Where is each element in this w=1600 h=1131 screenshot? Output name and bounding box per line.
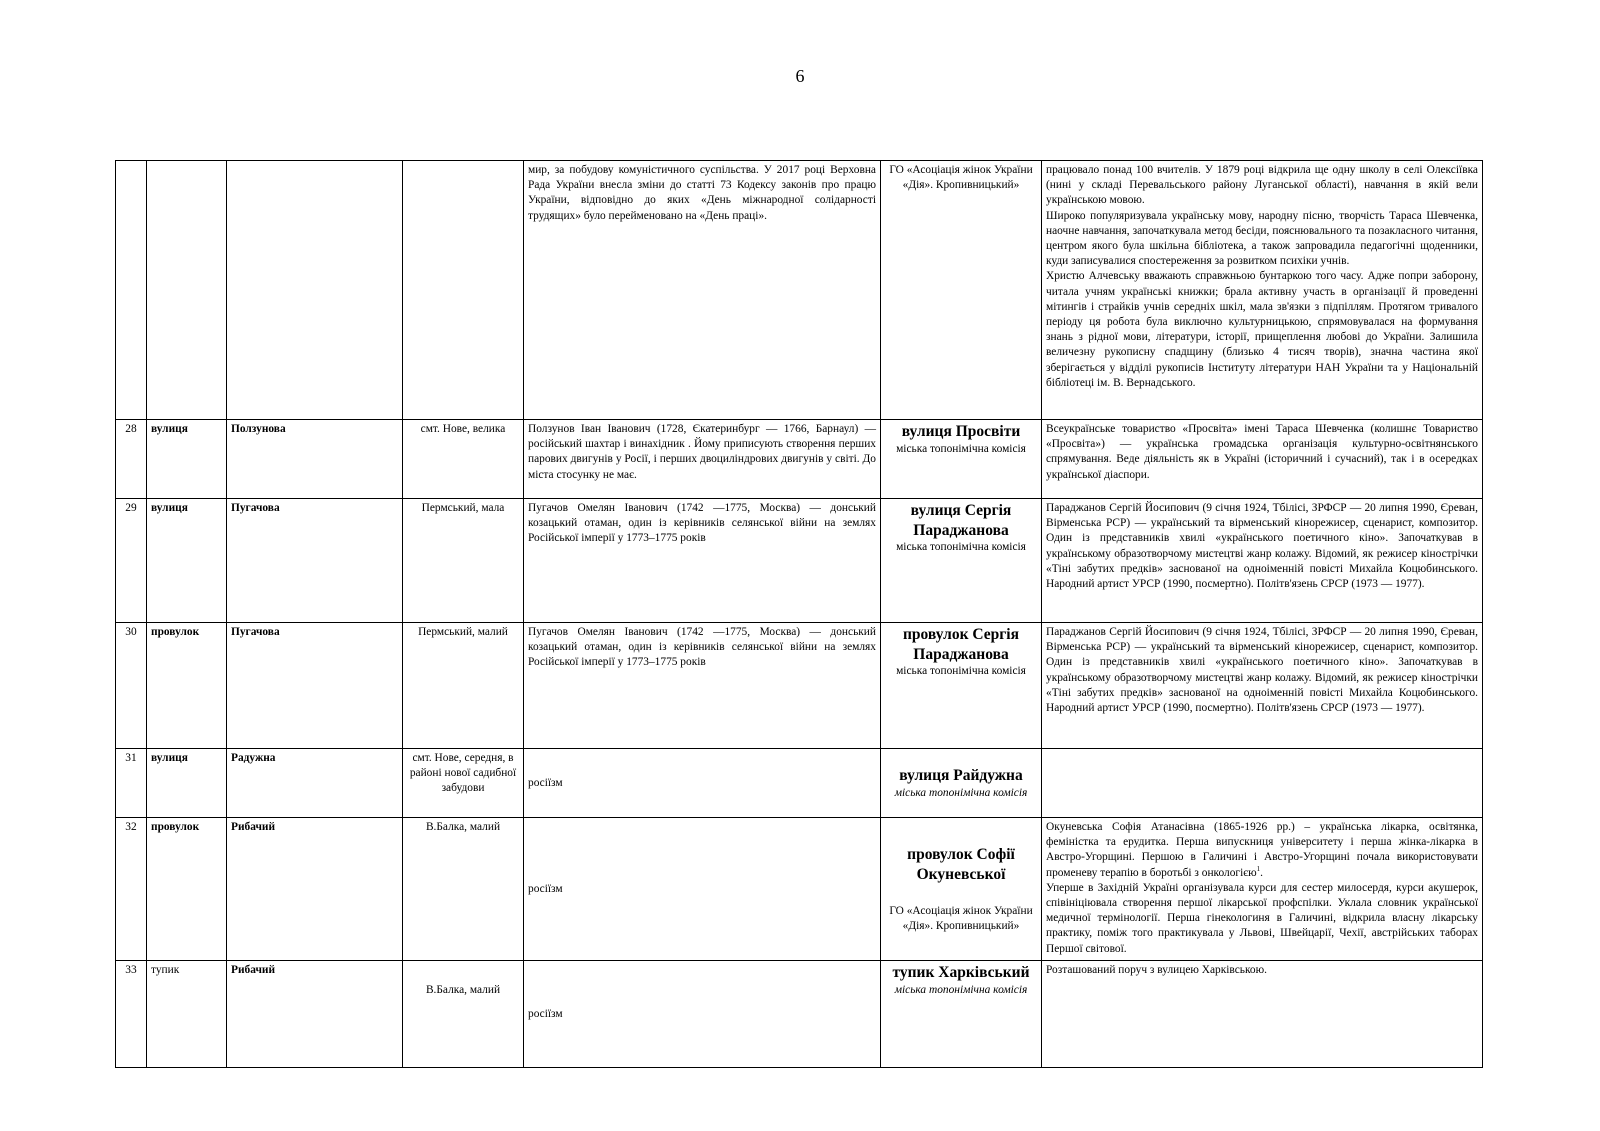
row-number <box>116 161 147 420</box>
new-name-description <box>1042 161 1483 420</box>
table-row <box>116 420 1483 499</box>
old-street-name: Рибачий <box>227 818 403 961</box>
table-row <box>116 818 1483 961</box>
row-number: 32 <box>116 818 147 961</box>
new-street-name: вулиця Просвіти <box>901 423 1021 440</box>
new-name-cell <box>881 161 1042 420</box>
proposer: ГО «Асоціація жінок України «Дія». Кропивницький» <box>889 905 1033 932</box>
new-name-description <box>1042 623 1483 749</box>
old-street-name: Пугачова <box>227 623 403 749</box>
table-row <box>116 623 1483 749</box>
proposer: міська топонімічна комісія <box>894 786 1028 799</box>
proposer: ГО «Асоціація жінок України «Дія». Кропивницький» <box>889 164 1033 191</box>
spacer <box>885 884 1037 904</box>
object-type: вулиця <box>147 499 227 623</box>
object-type: тупик <box>147 961 227 1068</box>
new-name-cell <box>881 499 1042 623</box>
description-paragraph: Широко популяризувала українську мову, народну пісню, творчість Тараса Шевченка, наочне навчання, започаткувала метод бесіди, пояснювального та позакласного читання, центром якого була шкільна бібліотека, а також запровадила педагогічні щоденники, куди записувалися спостереження за розвитком психіки учнів. <box>1046 209 1478 268</box>
new-street-name: провулок Софії Окуневської <box>907 846 1015 883</box>
old-street-name <box>227 161 403 420</box>
table-row <box>116 499 1483 623</box>
description-paragraph: Розташований поруч з вулицею Харківською. <box>1046 964 1267 976</box>
row-number: 30 <box>116 623 147 749</box>
new-street-name: вулиця Райдужна <box>899 767 1023 785</box>
object-type: провулок <box>147 623 227 749</box>
street-location: В.Балка, малий <box>403 961 524 1068</box>
table-row <box>116 961 1483 1068</box>
proposer: міська топонімічна комісія <box>894 983 1028 996</box>
old-name-description: Ползунов Іван Іванович (1728, Єкатеринбург — 1766, Барнаул) — російський шахтар і винахідник . Йому приписують створення перших парових двигунів у Росії, і перших двоциліндрових двигунів у світі. До міста стосунку не має. <box>524 420 881 499</box>
old-name-description: мир, за побудову комуністичного суспільства. У 2017 році Верховна Рада України внесла зміни до статті 73 Кодексу законів про працю України, відповідно до яких «День міжнародної солідарності трудящих» було перейменовано на «День праці». <box>524 161 881 420</box>
row-number: 31 <box>116 749 147 818</box>
new-street-name: вулиця Сергія Параджанова <box>910 502 1012 539</box>
object-type: вулиця <box>147 749 227 818</box>
new-name-cell <box>881 420 1042 499</box>
old-street-name: Рибачий <box>227 961 403 1068</box>
old-name-description: росіїзм <box>524 818 881 961</box>
old-name-description: Пугачов Омелян Іванович (1742 —1775, Москва) — донський козацький отаман, один із керівників селянської війни на землях Російської імперії у 1773–1775 років <box>524 623 881 749</box>
new-name-cell <box>881 961 1042 1068</box>
new-name-cell <box>881 623 1042 749</box>
proposer: міська топонімічна комісія <box>896 665 1026 677</box>
street-location: В.Балка, малий <box>403 818 524 961</box>
object-type: вулиця <box>147 420 227 499</box>
description-paragraph: Параджанов Сергій Йосипович (9 січня 1924, Тбілісі, ЗРФСР — 20 липня 1990, Єреван, Вірменська РСР) — український та вірменський кінорежисер, сценарист, композитор. Один із представників хвилі «українського поетичного кіно». Започаткував в українському образотворчому мистецтві жанр колажу. Відомий, як режисер кінострічки «Тіні забутих предків» заснованої на одноіменній повісті Михайла Коцюбинського. Народний артист УРСР (1990, посмертно). Політв'язень СРСР (1973 — 1977). <box>1046 626 1478 715</box>
row-number: 28 <box>116 420 147 499</box>
proposer: міська топонімічна комісія <box>896 541 1026 553</box>
new-name-description <box>1042 420 1483 499</box>
streets-renaming-table <box>115 160 1483 1068</box>
footnote-mark[interactable]: 1 <box>1256 864 1261 873</box>
new-name-cell <box>881 749 1042 818</box>
street-location: Пермський, малий <box>403 623 524 749</box>
new-street-name: провулок Сергія Параджанова <box>903 626 1019 663</box>
page-number: 6 <box>795 66 805 86</box>
old-street-name: Пугачова <box>227 499 403 623</box>
new-name-description <box>1042 961 1483 1068</box>
new-street-name: тупик Харківський <box>892 964 1030 981</box>
new-name-description <box>1042 499 1483 623</box>
new-name-description <box>1042 749 1483 818</box>
table-row <box>116 749 1483 818</box>
old-street-name: Ползунова <box>227 420 403 499</box>
row-number: 33 <box>116 961 147 1068</box>
description-paragraph: працювало понад 100 вчителів. У 1879 році відкрила ще одну школу в селі Олексіївка (нині у складі Перевальського району Луганської області), навчання в якій вели українською мовою. <box>1046 164 1478 207</box>
old-street-name: Радужна <box>227 749 403 818</box>
street-location: смт. Нове, середня, в районі нової садибної забудови <box>403 749 524 818</box>
old-name-description: росіїзм <box>524 961 881 1068</box>
street-location: смт. Нове, велика <box>403 420 524 499</box>
street-location: Пермський, мала <box>403 499 524 623</box>
description-paragraph: Параджанов Сергій Йосипович (9 січня 1924, Тбілісі, ЗРФСР — 20 липня 1990, Єреван, Вірменська РСР) — український та вірменський кінорежисер, сценарист, композитор. Один із представників хвилі «українського поетичного кіно». Започаткував в українському образотворчому мистецтві жанр колажу. Відомий, як режисер кінострічки «Тіні забутих предків» заснованої на одноіменній повісті Михайла Коцюбинського. Народний артист УРСР (1990, посмертно). Політв'язень СРСР (1973 — 1977). <box>1046 502 1478 591</box>
description-paragraph: Христю Алчевську вважають справжньою бунтаркою того часу. Адже попри заборону, читала учням українські книжки; брала активну участь в організації й проведенні мітингів і страйків учнів середніх шкіл, мала зв'язки з підпіллям. Протягом тривалого періоду ця робота була виключно культурницькою, спрямовувалася на формування знань з рідної мови, літератури, історії, прищеплення любові до України. Залишила величезну рукописну спадщину (близько 4 тисяч творів), значна частина якої зберігається у відділі рукописів Інституту літератури НАН України та у Національній бібліотеці ім. В. Вернадського. <box>1046 270 1478 389</box>
description-paragraph: Уперше в Західній Україні організувала курси для сестер милосердя, курси акушерок, співініціювала створення першої лікарської профспілки. Уклала словник української медичної термінології. Перша гінекологиня в Галичині, відкрила власну лікарську практику, поміж того практикувала у Львові, Швейцарії, Чехії, австрійських таборах Першої світової. <box>1046 881 1478 955</box>
object-type: провулок <box>147 818 227 961</box>
object-type <box>147 161 227 420</box>
table-row <box>116 161 1483 420</box>
new-name-cell <box>881 818 1042 961</box>
proposer: міська топонімічна комісія <box>896 442 1026 455</box>
old-name-description: Пугачов Омелян Іванович (1742 —1775, Москва) — донський козацький отаман, один із керівників селянської війни на землях Російської імперії у 1773–1775 років <box>524 499 881 623</box>
street-location <box>403 161 524 420</box>
description-paragraph: Окуневська Софія Атанасівна (1865-1926 рр.) – українська лікарка, освітянка, феміністка та ерудитка. Перша випускниця університету і перша жінка-лікарка в Австро-Угорщині. Першою в Галичині і Австро-Угорщині почала використовувати променеву терапію в боротьбі з онкологією <box>1046 821 1478 879</box>
old-name-description: росіїзм <box>524 749 881 818</box>
description-paragraph: Всеукраїнське товариство «Просвіта» імені Тараса Шевченка (колишнє Товариство «Просвіта») — українська громадська організація культурно-освітнянського спрямування. Веде діяльність як в Україні (історичний і сучасний), так і в осередках української діаспори. <box>1046 423 1478 481</box>
new-name-description: Окуневська Софія Атанасівна (1865-1926 рр.) – українська лікарка, освітянка, феміністка та ерудитка. Перша випускниця університету і перша жінка-лікарка в Австро-Угорщині. Першою в Галичині і Австро-Угорщині почала використовувати променеву терапію в боротьбі з онкологією$^1$. Уперше в Західній Україні організувала курси для сестер милосердя, курси акушерок, співініціювала створення першої лікарської профспілки. Уклала словник української медичної термінології. Перша гінекологиня в Галичині, відкрила власну лікарську практику, поміж того практикувала у Львові, Швейцарії, Чехії, австрійських таборах Першої світової. <box>1042 818 1483 961</box>
row-number: 29 <box>116 499 147 623</box>
